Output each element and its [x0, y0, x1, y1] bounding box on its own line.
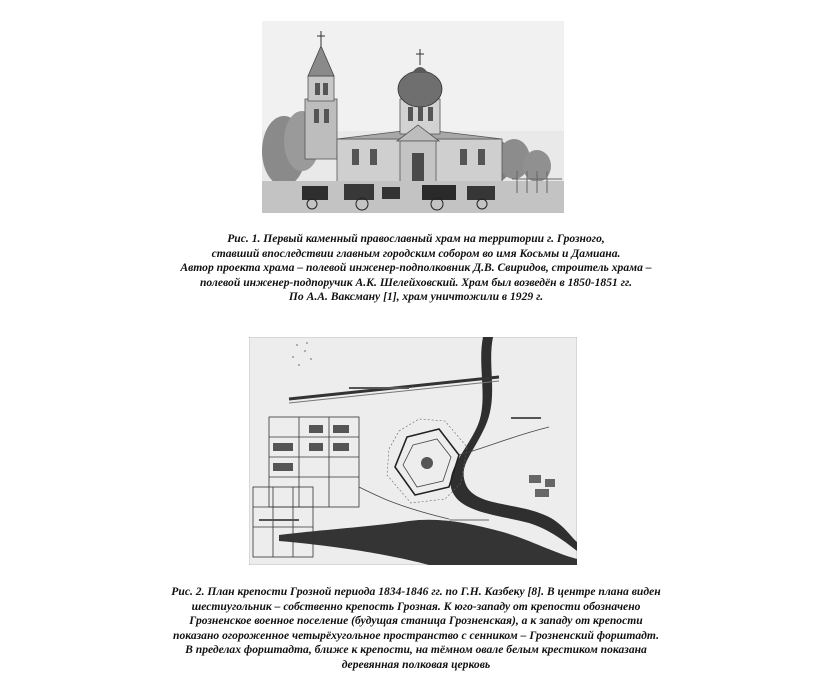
caption-line: деревянная полковая церковь: [341, 657, 491, 671]
caption-line: ставший впоследствии главным городским собором во имя Косьмы и Дамиана.: [211, 246, 621, 260]
caption-line: показано огороженное четырёхугольное пространство с сенником – Грозненский форштадт.: [173, 628, 659, 642]
caption-line: По А.А. Ваксману [1], храм уничтожили в 1929 г.: [288, 290, 544, 304]
caption-line: Рис. 2. План крепости Грозной периода 1834-1846 гг. по Г.Н. Казбеку [8]. В центре плана виден: [171, 585, 661, 598]
figure-2-caption: [0, 585, 832, 673]
fortress-plan-map: [249, 337, 577, 565]
caption-line: Рис. 1. Первый каменный православный храм на территории г. Грозного,: [227, 232, 605, 245]
caption-line: шестиугольник – собственно крепость Грозная. К юго-западу от крепости обозначено: [191, 599, 641, 613]
figure-1-caption: [0, 232, 832, 305]
caption-line: Грозненское военное поселение (будущая станица Грозненская), а к западу от крепости: [189, 614, 643, 628]
church-photo: [262, 21, 564, 213]
caption-line: В пределах форштадта, ближе к крепости, на тёмном овале белым крестиком показана: [185, 643, 647, 657]
caption-line: полевой инженер-подпоручик А.К. Шелейховский. Храм был возведён в 1850-1851 гг.: [199, 275, 633, 289]
caption-line: Автор проекта храма – полевой инженер-подполковник Д.В. Свиридов, строитель храма –: [180, 261, 652, 275]
